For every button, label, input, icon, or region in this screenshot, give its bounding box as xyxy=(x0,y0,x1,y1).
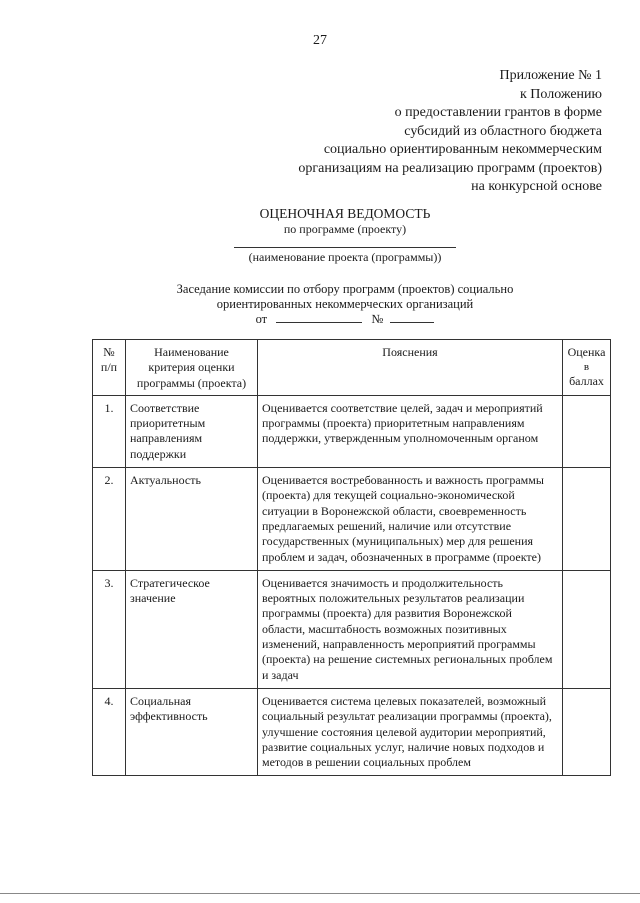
row-number: 4. xyxy=(93,688,126,775)
row-score xyxy=(563,468,611,571)
date-from-label: от xyxy=(255,312,268,326)
row-score xyxy=(563,570,611,688)
appendix-line: субсидий из областного бюджета xyxy=(404,123,602,139)
row-criterion: Социальная эффективность xyxy=(126,688,258,775)
row-score xyxy=(563,395,611,467)
header-score-line-2: в xyxy=(583,360,590,373)
row-score xyxy=(563,688,611,775)
appendix-line: к Положению xyxy=(519,86,602,102)
number-blank xyxy=(390,311,434,323)
session-line-1: Заседание комиссии по отбору программ (проектов) социально xyxy=(176,282,514,296)
header-score-line-3: баллах xyxy=(569,374,604,388)
appendix-line: организациям на реализацию программ (проектов) xyxy=(298,160,602,176)
table-row xyxy=(93,688,611,775)
row-number: 1. xyxy=(93,395,126,467)
page-number: 27 xyxy=(313,33,327,48)
appendix-line: на конкурсной основе xyxy=(471,179,602,194)
document-heading xyxy=(0,205,640,237)
page-bottom-edge xyxy=(0,893,640,894)
row-number: 2. xyxy=(93,468,126,571)
header-criterion: Наименование критерия оценки программы (проекта) xyxy=(126,340,258,396)
row-explanation: Оценивается система целевых показателей, возможный социальный результат реализации программы (проекта), улучшение состояния целевой аудитории мероприятий, развитие социальных услуг, наличие новых подходов и методов в решении социальных проблем xyxy=(258,688,563,775)
appendix-line: Приложение № 1 xyxy=(499,68,602,83)
session-line-2: ориентированных некоммерческих организаций xyxy=(216,297,474,311)
project-name-blank-line xyxy=(234,247,456,248)
document-subtitle: по программе (проекту) xyxy=(283,222,407,236)
appendix-reference xyxy=(298,67,602,197)
header-score xyxy=(563,340,611,396)
table-row xyxy=(93,570,611,688)
number-label: № xyxy=(371,312,384,326)
row-explanation: Оценивается востребованность и важность программы (проекта) для текущей социально-экономической ситуации в Воронежской области, своевременность предлагаемых решений, наличие или отсутствие государственных (муниципальных) мер для решения проблем и задач, обозначенных в программе (проекте) xyxy=(258,468,563,571)
session-date-row xyxy=(0,311,640,327)
table-header-row xyxy=(93,340,611,396)
document-title: ОЦЕНОЧНАЯ ВЕДОМОСТЬ xyxy=(259,206,431,221)
project-name-caption: (наименование проекта (программы)) xyxy=(248,250,442,264)
appendix-line: о предоставлении грантов в форме xyxy=(394,105,602,120)
date-blank xyxy=(276,311,362,323)
header-number: № п/п xyxy=(93,340,126,396)
evaluation-table xyxy=(92,339,611,776)
header-explanation: Пояснения xyxy=(258,340,563,396)
table-row xyxy=(93,468,611,571)
row-explanation: Оценивается значимость и продолжительность вероятных положительных результатов реализации программы (проекта) для развития Воронежской области, масштабность возможных позитивных изменений, направленность мероприятий программы (проекта) на решение системных региональных проблем и задач xyxy=(258,570,563,688)
row-number: 3. xyxy=(93,570,126,688)
appendix-line: социально ориентированным некоммерческим xyxy=(323,142,602,157)
row-criterion: Актуальность xyxy=(126,468,258,571)
row-criterion: Соответствие приоритетным направлениям поддержки xyxy=(126,395,258,467)
row-explanation: Оценивается соответствие целей, задач и мероприятий программы (проекта) приоритетным направлениям поддержки, утвержденным уполномоченным органом xyxy=(258,395,563,467)
row-criterion: Стратегическое значение xyxy=(126,570,258,688)
table-row xyxy=(93,395,611,467)
session-description xyxy=(0,282,640,312)
header-score-line-1: Оценка xyxy=(567,345,606,359)
